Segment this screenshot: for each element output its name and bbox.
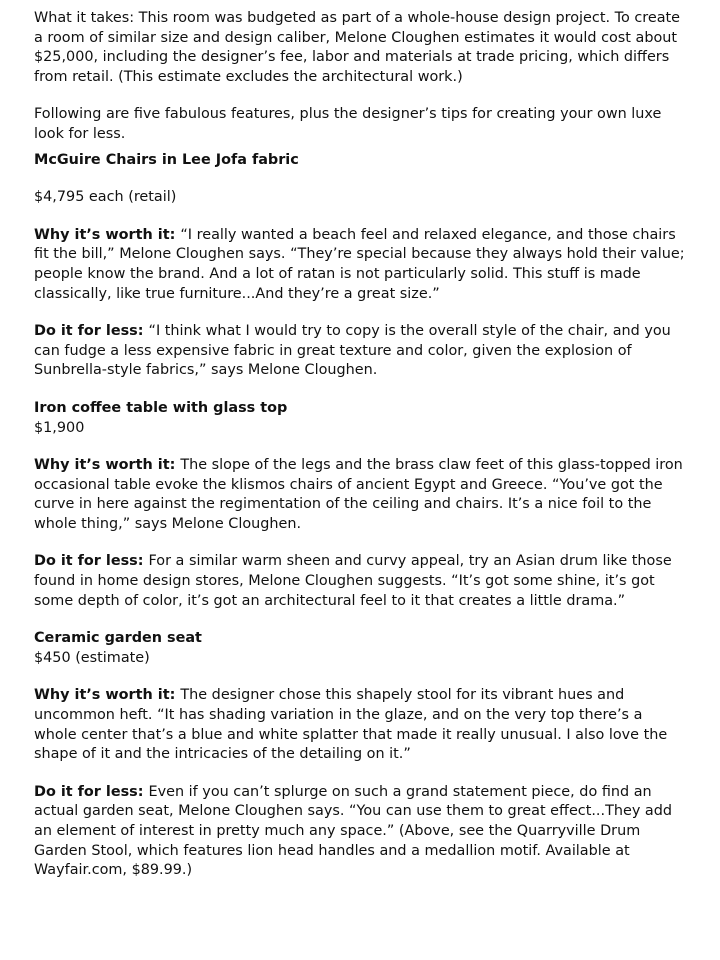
why-worth-it-paragraph xyxy=(34,456,688,534)
why-worth-it-text: The designer chose this shapely stool for its vibrant hues and uncommon heft. “It has shading variation in the glaze, and on the very top there’s a whole center that’s a blue and white splatter that made it really unusual. I also love the shape of it and the intricacies of the detailing on it.” xyxy=(34,687,668,763)
why-worth-it-label: Why it’s worth it: xyxy=(34,687,176,704)
do-it-for-less-text: “I think what I would try to copy is the overall style of the chair, and you can fudge a less expensive fabric in great texture and color, given the explosion of Sunbrella-style fabrics,” says Melone Cloughen. xyxy=(34,323,671,379)
why-worth-it-label: Why it’s worth it: xyxy=(34,226,176,243)
feature-heading: Ceramic garden seat xyxy=(34,630,202,647)
intro-paragraph-features: Following are five fabulous features, plus the designer’s tips for creating your own luxe look for less. xyxy=(34,106,662,142)
do-it-for-less-label: Do it for less: xyxy=(34,323,144,340)
feature-ceramic-garden-seat xyxy=(34,629,688,881)
why-worth-it-text: The slope of the legs and the brass claw feet of this glass-topped iron occasional table evoke the klismos chairs of ancient Egypt and Greece. “You’ve got the curve in here against the regimentation of the ceiling and chairs. It’s a nice foil to the whole thing,” says Melone Cloughen. xyxy=(34,457,683,532)
feature-mcguire-chairs xyxy=(34,151,688,381)
intro-paragraph-cost: What it takes: This room was budgeted as part of a whole-house design project. To create a room of similar size and design caliber, Melone Cloughen estimates it would cost about $25,000, including the designer’s fee, labor and materials at trade pricing, which differs from retail. (This estimate excludes the architectural work.) xyxy=(34,10,681,85)
do-it-for-less-text: For a similar warm sheen and curvy appeal, try an Asian drum like those found in home design stores, Melone Cloughen suggests. “It’s got some shine, it’s got some depth of color, it’s got an architectural feel to it that creates a little drama.” xyxy=(34,553,672,609)
do-it-for-less-paragraph xyxy=(34,552,688,611)
do-it-for-less-paragraph xyxy=(34,322,688,381)
feature-price: $4,795 each (retail) xyxy=(34,189,177,206)
why-worth-it-paragraph xyxy=(34,686,688,764)
feature-heading: McGuire Chairs in Lee Jofa fabric xyxy=(34,151,299,168)
why-worth-it-paragraph xyxy=(34,226,688,304)
feature-heading: Iron coffee table with glass top xyxy=(34,399,288,416)
do-it-for-less-paragraph xyxy=(34,783,688,881)
feature-price: $1,900 xyxy=(34,419,85,436)
do-it-for-less-label: Do it for less: xyxy=(34,553,144,570)
feature-price: $450 (estimate) xyxy=(34,649,150,666)
feature-iron-coffee-table xyxy=(34,399,688,611)
why-worth-it-text: “I really wanted a beach feel and relaxed elegance, and those chairs fit the bill,” Melone Cloughen says. “They’re special because they always hold their value; people know the brand. And a lot of ratan is not particularly solid. This stuff is made classically, like true furniture...And they’re a great size.” xyxy=(34,226,685,302)
article-page xyxy=(34,9,688,881)
why-worth-it-label: Why it’s worth it: xyxy=(34,457,176,474)
do-it-for-less-label: Do it for less: xyxy=(34,783,144,800)
do-it-for-less-text: Even if you can’t splurge on such a grand statement piece, do find an actual garden seat, Melone Cloughen says. “You can use them to great effect...They add an element of interest in pretty much any space.” (Above, see the Quarryville Drum Garden Stool, which features lion head handles and a medallion motif. Available at Wayfair.com, $89.99.) xyxy=(34,783,673,879)
